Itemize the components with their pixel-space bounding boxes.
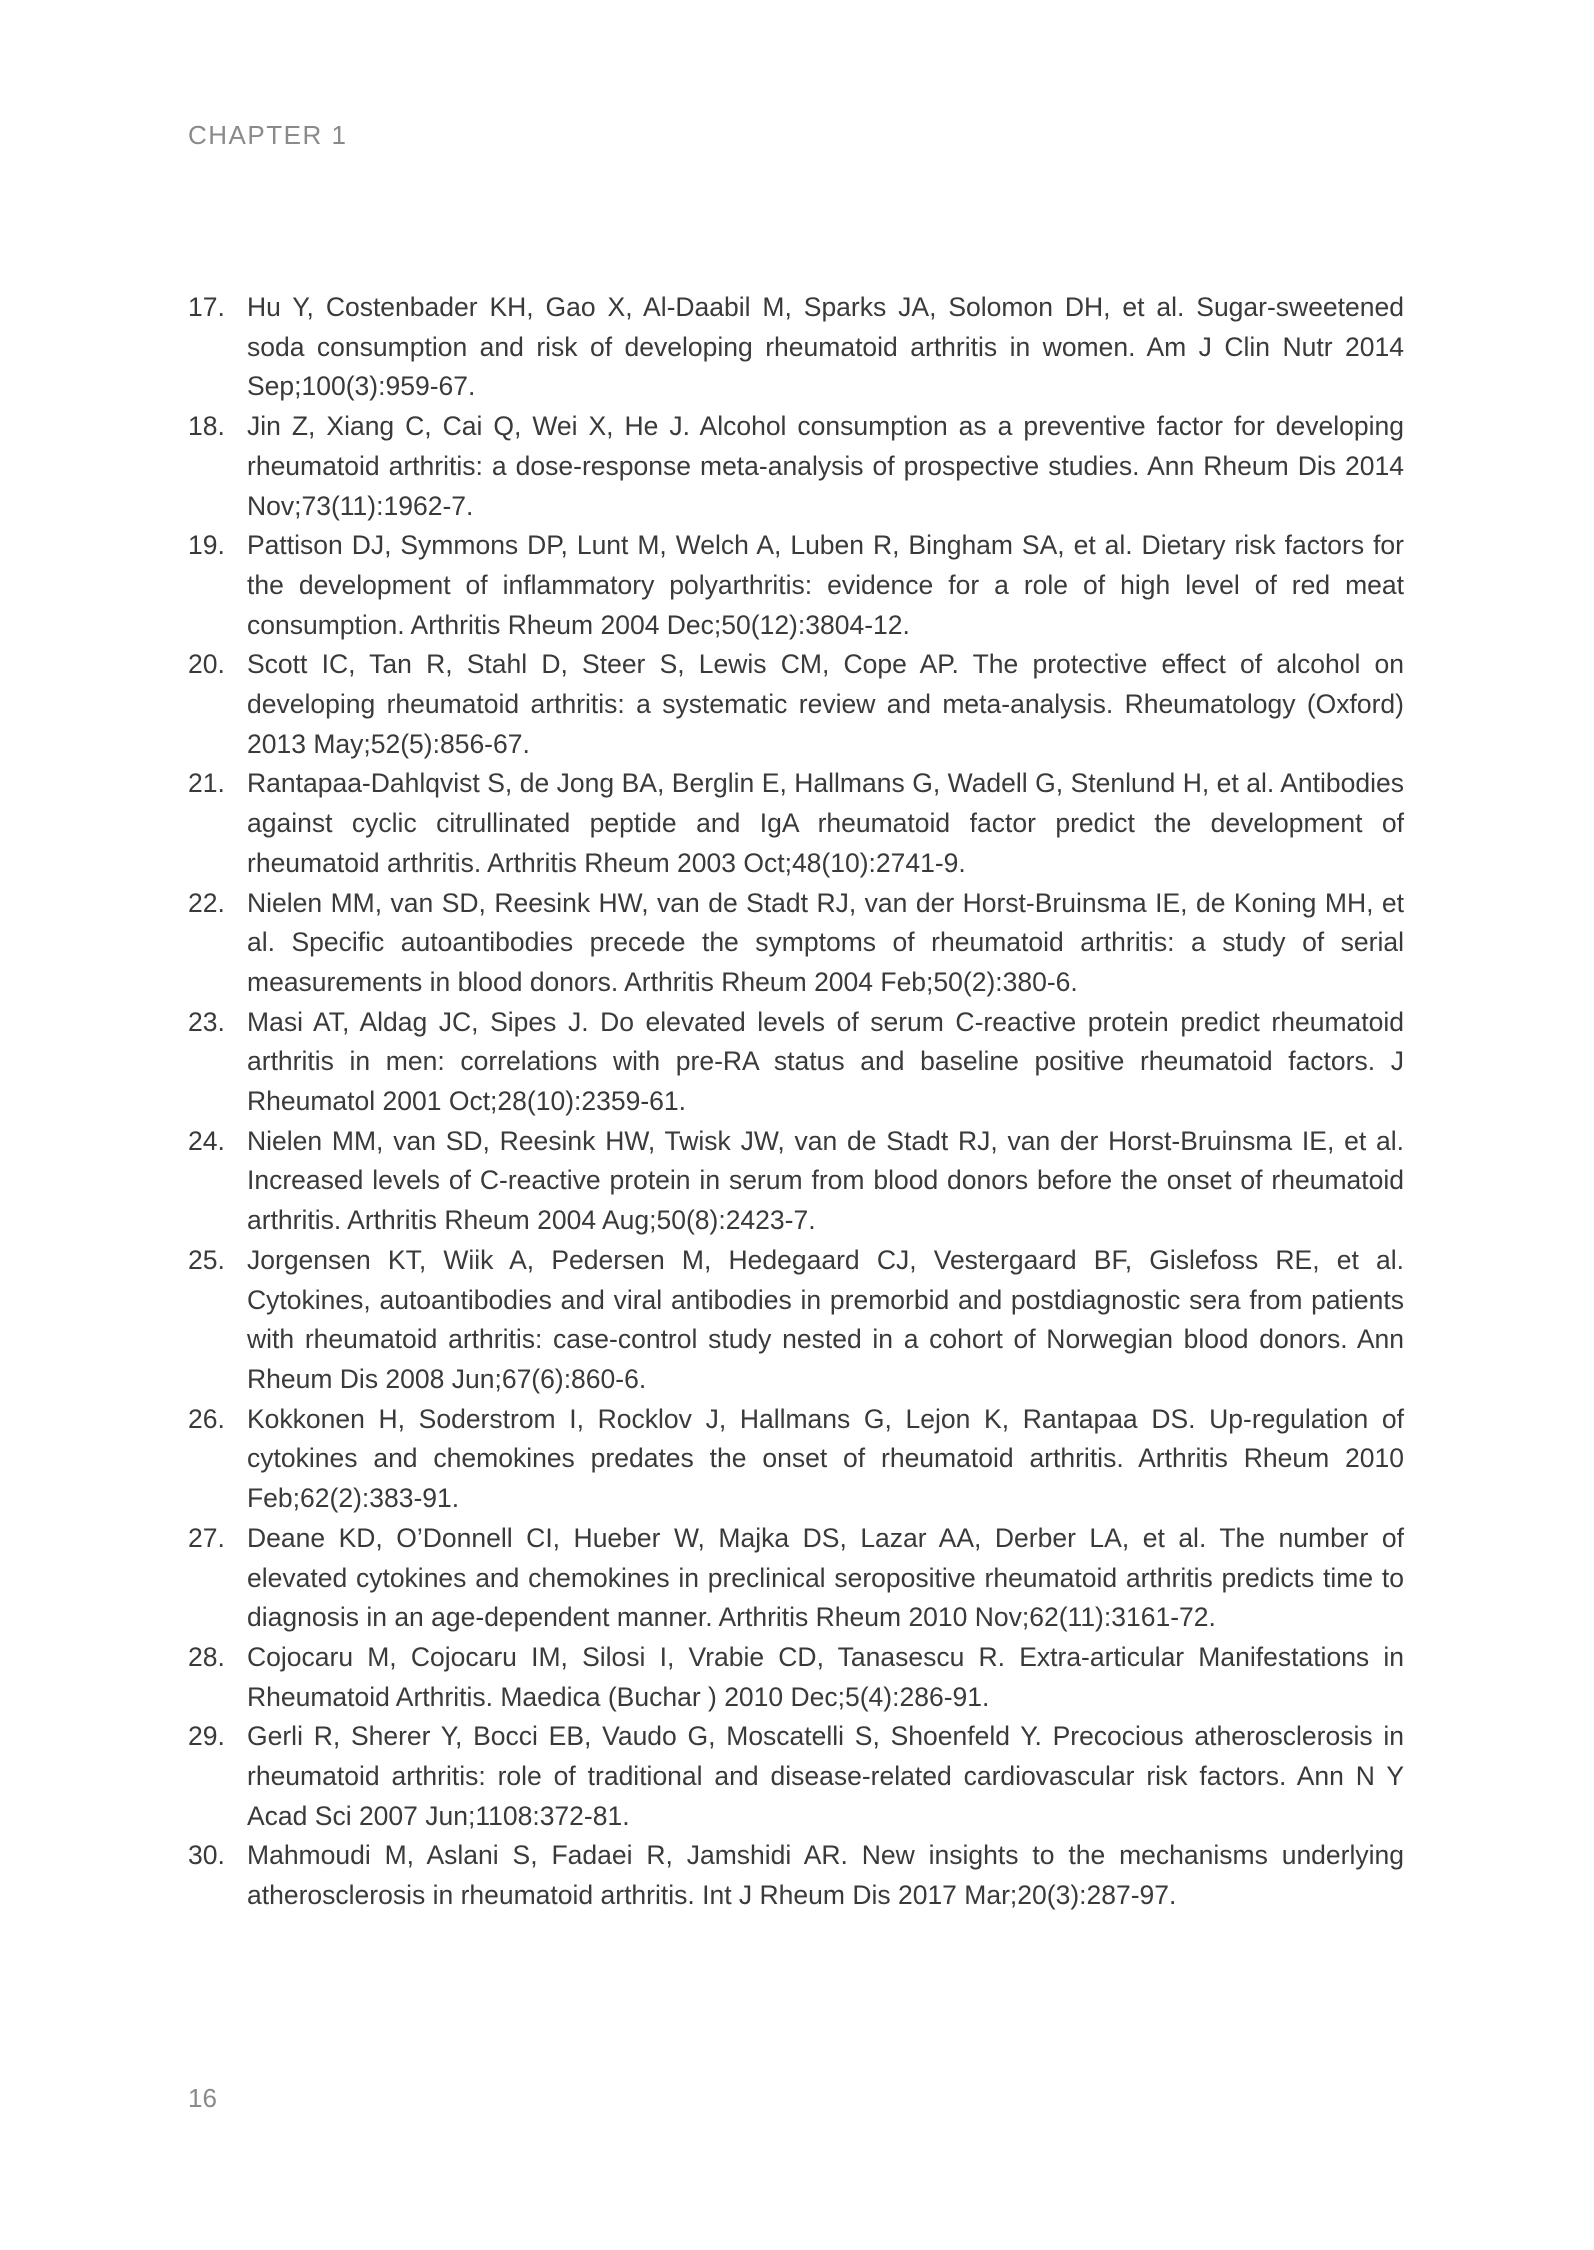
reference-item xyxy=(188,1836,1404,1915)
reference-text: Deane KD, O’Donnell CI, Hueber W, Majka DS, Lazar AA, Derber LA, et al. The number of elevated cytokines and chemokines in preclinical seropositive rheumatoid arthritis predicts time to diagnosis in an age-dependent manner. Arthritis Rheum 2010 Nov;62(11):3161-72. xyxy=(247,1522,1404,1633)
reference-item xyxy=(188,1400,1404,1519)
chapter-heading: CHAPTER 1 xyxy=(188,120,348,150)
reference-item xyxy=(188,884,1404,1003)
reference-text: Mahmoudi M, Aslani S, Fadaei R, Jamshidi AR. New insights to the mechanisms underlying atherosclerosis in rheumatoid arthritis. Int J Rheum Dis 2017 Mar;20(3):287-97. xyxy=(247,1840,1404,1911)
reference-number: 25. xyxy=(188,1244,225,1275)
reference-item xyxy=(188,1717,1404,1836)
reference-item xyxy=(188,526,1404,645)
reference-number: 23. xyxy=(188,1006,225,1037)
reference-number: 30. xyxy=(188,1840,225,1871)
reference-number: 21. xyxy=(188,768,225,799)
reference-item xyxy=(188,1638,1404,1717)
reference-item xyxy=(188,1519,1404,1638)
reference-text: Jorgensen KT, Wiik A, Pedersen M, Hedegaard CJ, Vestergaard BF, Gislefoss RE, et al. Cytokines, autoantibodies and viral antibodies in premorbid and postdiagnostic sera from patients with rheumatoid arthritis: case-control study nested in a cohort of Norwegian blood donors. Ann Rheum Dis 2008 Jun;67(6):860-6. xyxy=(247,1244,1404,1394)
reference-item xyxy=(188,1003,1404,1122)
reference-text: Pattison DJ, Symmons DP, Lunt M, Welch A, Luben R, Bingham SA, et al. Dietary risk factors for the development of inflammatory polyarthritis: evidence for a role of high level of red meat consumption. Arthritis Rheum 2004 Dec;50(12):3804-12. xyxy=(247,530,1404,640)
reference-item xyxy=(188,1122,1404,1241)
reference-text: Cojocaru M, Cojocaru IM, Silosi I, Vrabie CD, Tanasescu R. Extra-articular Manifestations in Rheumatoid Arthritis. Maedica (Buchar ) 2010 Dec;5(4):286-91. xyxy=(247,1641,1404,1712)
reference-text: Nielen MM, van SD, Reesink HW, Twisk JW, van de Stadt RJ, van der Horst-Bruinsma IE, et al. Increased levels of C-reactive protein in serum from blood donors before the onset of rheumatoid arthritis. Arthritis Rheum 2004 Aug;50(8):2423-7. xyxy=(247,1125,1404,1236)
reference-number: 27. xyxy=(188,1522,225,1553)
reference-number: 29. xyxy=(188,1721,225,1752)
reference-text: Gerli R, Sherer Y, Bocci EB, Vaudo G, Moscatelli S, Shoenfeld Y. Precocious atherosclerosis in rheumatoid arthritis: role of traditional and disease-related cardiovascular risk factors. Ann N Y Acad Sci 2007 Jun;1108:372-81. xyxy=(247,1721,1404,1831)
reference-number: 17. xyxy=(188,292,225,322)
reference-number: 22. xyxy=(188,887,225,918)
reference-text: Hu Y, Costenbader KH, Gao X, Al-Daabil M, Sparks JA, Solomon DH, et al. Sugar-sweetened soda consumption and risk of developing rheumatoid arthritis in women. Am J Clin Nutr 2014 Sep;100(3):959-67. xyxy=(247,292,1404,402)
reference-number: 20. xyxy=(188,649,225,680)
reference-text: Masi AT, Aldag JC, Sipes J. Do elevated levels of serum C-reactive protein predict rheumatoid arthritis in men: correlations with pre-RA status and baseline positive rheumatoid factors. J Rheumatol 2001 Oct;28(10):2359-61. xyxy=(247,1006,1404,1117)
reference-number: 24. xyxy=(188,1125,225,1156)
reference-number: 28. xyxy=(188,1641,225,1672)
reference-text: Nielen MM, van SD, Reesink HW, van de Stadt RJ, van der Horst-Bruinsma IE, de Koning MH, et al. Specific autoantibodies precede the symptoms of rheumatoid arthritis: a study of serial measurements in blood donors. Arthritis Rheum 2004 Feb;50(2):380-6. xyxy=(247,887,1404,997)
reference-text: Jin Z, Xiang C, Cai Q, Wei X, He J. Alcohol consumption as a preventive factor for developing rheumatoid arthritis: a dose-response meta-analysis of prospective studies. Ann Rheum Dis 2014 Nov;73(11):1962-7. xyxy=(247,411,1404,521)
reference-item xyxy=(188,764,1404,883)
reference-item xyxy=(188,288,1404,407)
reference-list xyxy=(188,288,1404,1916)
reference-item xyxy=(188,407,1404,526)
reference-text: Rantapaa-Dahlqvist S, de Jong BA, Berglin E, Hallmans G, Wadell G, Stenlund H, et al. Antibodies against cyclic citrullinated peptide and IgA rheumatoid factor predict the development of rheumatoid arthritis. Arthritis Rheum 2003 Oct;48(10):2741-9. xyxy=(247,768,1404,878)
reference-number: 26. xyxy=(188,1403,225,1434)
reference-number: 19. xyxy=(188,530,225,561)
page-number: 16 xyxy=(188,2083,217,2113)
reference-item xyxy=(188,645,1404,764)
reference-item xyxy=(188,1241,1404,1400)
reference-text: Scott IC, Tan R, Stahl D, Steer S, Lewis CM, Cope AP. The protective effect of alcohol on developing rheumatoid arthritis: a systematic review and meta-analysis. Rheumatology (Oxford) 2013 May;52(5):856-67. xyxy=(247,649,1404,759)
reference-number: 18. xyxy=(188,411,225,442)
reference-text: Kokkonen H, Soderstrom I, Rocklov J, Hallmans G, Lejon K, Rantapaa DS. Up-regulation of cytokines and chemokines predates the onset of rheumatoid arthritis. Arthritis Rheum 2010 Feb;62(2):383-91. xyxy=(247,1403,1404,1514)
